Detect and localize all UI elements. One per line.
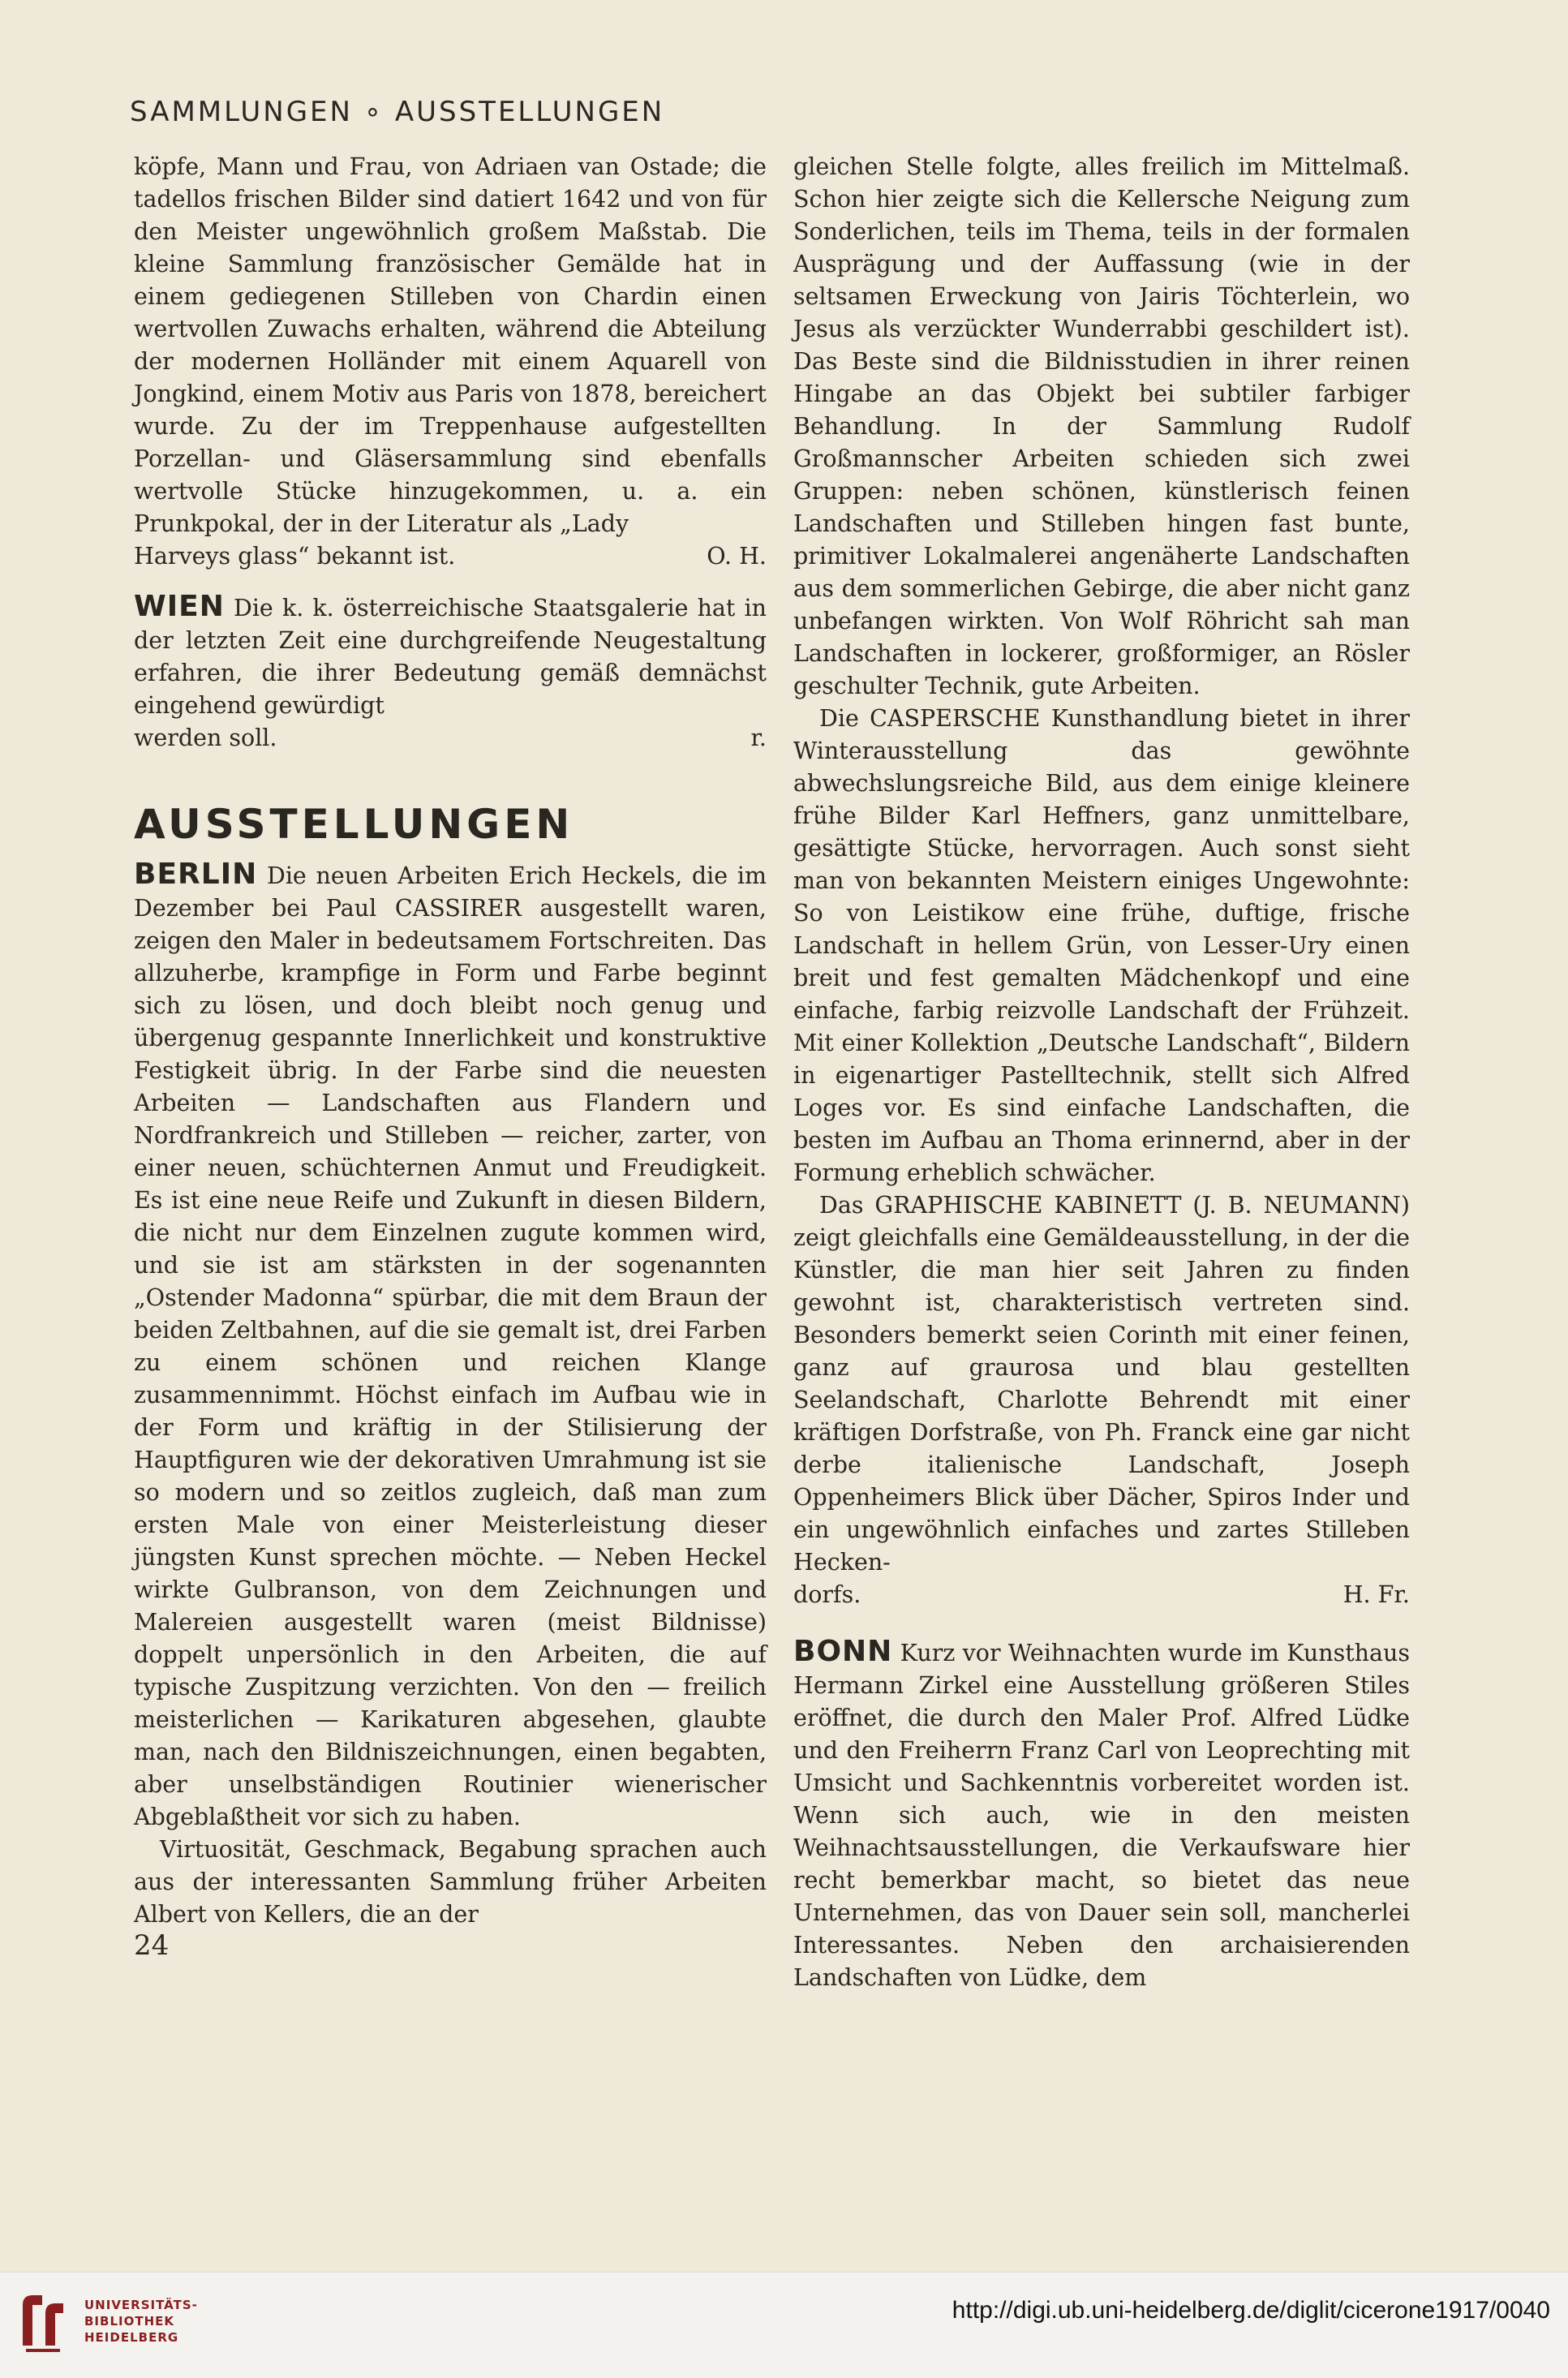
page-number: 24: [134, 1929, 170, 1962]
right-column: [793, 151, 1410, 1994]
permalink-url[interactable]: http://digi.ub.uni-heidelberg.de/diglit/cicerone1917/0040: [952, 2297, 1550, 2324]
author-initials: H. Fr.: [1342, 1581, 1410, 1608]
place-heading-wien: WIEN: [134, 590, 225, 623]
paragraph-caspersche: Die CASPERSCHE Kunsthandlung bietet in ihrer Winterausstellung das gewöhnte abwechslungsreiche Bild, aus dem einige kleinere frühe Bilder Karl Heffners, ganz unmittelbare, gesättigte Stücke, hervorragen. Auch sonst sieht man von bekannten Meistern einiges Ungewohnte: So von Leistikow eine frühe, duftige, frische Landschaft in hellem Grün, von Lesser-Ury einen breit und fest gemalten Mädchenkopf und eine einfache, farbig reizvolle Landschaft der Frühzeit. Mit einer Kollektion „Deutsche Landschaft“, Bildern in eigenartiger Pastelltechnik, stellt sich Alfred Loges vor. Es sind einfache Landschaften, die besten im Aufbau an Thoma erinnernd, aber in der Formung erheblich schwächer.: [793, 705, 1410, 1186]
signature-line: [134, 722, 767, 755]
author-initials: r.: [750, 725, 767, 751]
berlin-text: Die neuen Arbeiten Erich Heckels, die im Dezember bei Paul CASSIRER ausgestellt waren, zeigen den Maler in bedeutsamem Fortschreiten. Das allzuherbe, krampfige in Form und Farbe beginnt sich zu lösen, und doch bleibt noch genug und übergenug gespannte Innerlichkeit und konstruktive Festigkeit übrig. In der Farbe sind die neuesten Arbeiten — Landschaften aus Flandern und Nordfrankreich und Stilleben — reicher, zarter, von einer neuen, schüchternen Anmut und Freudigkeit. Es ist eine neue Reife und Zukunft in diesen Bildern, die nicht nur dem Einzelnen zugute kommen wird, und sie ist am stärksten in der sogenannten „Ostender Madonna“ spürbar, die mit dem Braun der beiden Zeltbahnen, auf die sie gemalt ist, drei Farben zu einem schönen und reichen Klange zusammennimmt. Höchst einfach im Aufbau wie in der Form und kräftig in der Stilisierung der Hauptfiguren wie der dekorativen Umrahmung ist sie so modern und so zeitlos zugleich, daß man zum ersten Male von einer Meisterleistung dieser jüngsten Kunst sprechen möchte. — Neben Heckel wirkte Gulbranson, von dem Zeichnungen und Malereien ausgestellt waren (meist Bildnisse) doppelt unpersönlich in den Arbeiten, die auf typische Zuspitzung verzichten. Von den — freilich meisterlichen — Karikaturen abgesehen, glaubte man, nach den Bildniszeichnungen, einen begabten, aber unselbständigen Routinier wienerischer Abgeblaßtheit vor sich zu haben.: [134, 862, 767, 1830]
library-logo[interactable]: [15, 2289, 198, 2354]
place-heading-berlin: BERLIN: [134, 858, 258, 891]
library-name: [84, 2297, 198, 2346]
library-name-line2: BIBLIOTHEK: [84, 2314, 174, 2329]
bonn-text: Kurz vor Weihnachten wurde im Kunsthaus Hermann Zirkel eine Ausstellung größeren Stiles eröffnet, die durch den Maler Prof. Alfred Lüdke und den Freiherrn Franz Carl von Leoprechting mit Umsicht und Sachkenntnis vorbereitet worden ist. Wenn sich auch, wie in den meisten Weihnachtsausstellungen, die Verkaufsware hier recht bemerkbar macht, so bietet das neue Unternehmen, das von Dauer sein soll, mancherlei Interessantes. Neben den archaisierenden Landschaften von Lüdke, dem: [793, 1640, 1411, 1991]
paragraph-bonn: [793, 1636, 1410, 1994]
paragraph-keller: Virtuosität, Geschmack, Begabung sprachen auch aus der interessanten Sammlung früher Arbeiten Albert von Kellers, die an der: [134, 1836, 767, 1928]
footer-bar: [0, 2272, 1568, 2378]
paragraph-berlin: [134, 858, 767, 1834]
author-initials: O. H.: [707, 543, 767, 570]
signature-line: [134, 540, 767, 573]
wien-text: Die k. k. österreichische Staatsgalerie hat in der letzten Zeit eine durchgreifende Neugestaltung erfahren, die ihrer Bedeutung gemäß demnächst eingehend gewürdigt: [134, 595, 767, 719]
paragraph-wien: [134, 591, 767, 722]
library-name-line1: UNIVERSITÄTS-: [84, 2298, 198, 2312]
paragraph-sammlung-continued: köpfe, Mann und Frau, von Adriaen van Ostade; die tadellos frischen Bilder sind datiert 1642 und von für den Meister ungewöhnlich großem Maßstab. Die kleine Sammlung französischer Gemälde hat in einem gediegenen Stilleben von Chardin einen wertvollen Zuwachs erhalten, während die Abteilung der modernen Holländer mit einem Aquarell von Jongkind, einem Motiv aus Paris von 1878, bereichert wurde. Zu der im Treppenhause aufgestellten Porzellan- und Gläsersammlung sind ebenfalls wertvolle Stücke hinzugekommen, u. a. ein Prunkpokal, der in der Literatur als „Lady: [134, 153, 767, 537]
paragraph-last-line: Harveys glass“ bekannt ist.: [134, 543, 456, 570]
heidelberg-library-logo-icon: [15, 2289, 71, 2354]
running-head: SAMMLUNGEN ∘ AUSSTELLUNGEN: [130, 96, 665, 128]
left-column: [134, 151, 767, 1931]
signature-line: [793, 1579, 1410, 1611]
section-title: AUSSTELLUNGEN: [134, 801, 574, 848]
library-name-line3: HEIDELBERG: [84, 2330, 179, 2345]
paragraph-keller-continued: gleichen Stelle folgte, alles freilich im Mittelmaß. Schon hier zeigte sich die Kellersche Neigung zum Sonderlichen, teils im Thema, teils in der formalen Ausprägung und der Auffassung (wie in der seltsamen Erweckung von Jairis Töchterlein, wo Jesus als verzückter Wunderrabbi geschildert ist). Das Beste sind die Bildnisstudien in ihrer reinen Hingabe an das Objekt bei subtiler farbiger Behandlung. In der Sammlung Rudolf Großmannscher Arbeiten schieden sich zwei Gruppen: neben schönen, künstlerisch feinen Landschaften und Stilleben hingen fast bunte, primitiver Lokalmalerei angenäherte Landschaften aus dem sommerlichen Gebirge, die aber nicht ganz unbefangen wirkten. Von Wolf Röhricht sah man Landschaften in lockerer, großformiger, an Rösler geschulter Technik, gute Arbeiten.: [793, 153, 1410, 699]
paragraph-last-line: werden soll.: [134, 725, 277, 751]
paragraph-graphisches-kabinett: Das GRAPHISCHE KABINETT (J. B. NEUMANN) zeigt gleichfalls eine Gemäldeausstellung, in der die Künstler, die man hier seit Jahren zu finden gewohnt ist, charakteristisch vertreten sind. Besonders bemerkt seien Corinth mit einer feinen, ganz auf graurosa und blau gestellten Seelandschaft, Charlotte Behrendt mit einer kräftigen Dorfstraße, von Ph. Franck eine gar nicht derbe italienische Landschaft, Joseph Oppenheimers Blick über Dächer, Spiros Inder und ein ungewöhnlich einfaches und zartes Stilleben Hecken-: [793, 1192, 1410, 1576]
paragraph-last-line: dorfs.: [793, 1581, 861, 1608]
place-heading-bonn: BONN: [793, 1635, 893, 1668]
